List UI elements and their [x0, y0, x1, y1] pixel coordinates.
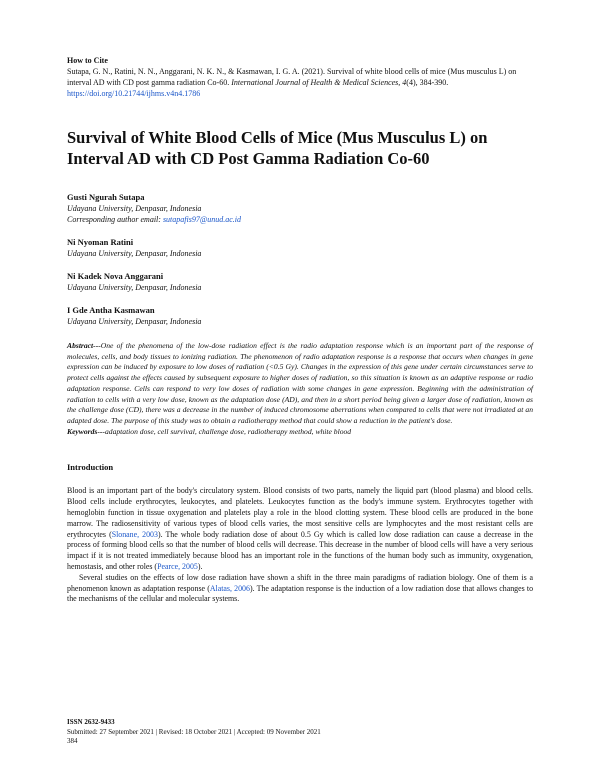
author-affiliation: Udayana University, Denpasar, Indonesia [67, 317, 202, 326]
citation-text-part: , [398, 78, 403, 87]
citation-text [67, 66, 533, 99]
abstract-text: One of the phenomena of the low-dose radiation effect is the radio adaptation response which is an important part of the response of molecules, cells, and body tissues to ionizing radiation. The phenomenon of radio adaptation response is a response that occurs when changes in gene expression can be induced by exposure to low doses of radiation (<0.5 Gy). Changes in the expression of this gene under certain circumstances serve to protect cells against the effects caused by subsequent exposure to higher doses of radiation, so this situation is known as an adaptive response or radio adaptation response. Cells can respond to very low doses of radiation with some changes in gene expression. Beginning with the administration of radiation to cells with a very low dose, known as the adaptation dose (AD), and then in a short period being given a larger dose of radiation, known as the challenge dose (CD), there was a decrease in the number of induced chromosome aberrations when compared to cells that were not irradiated at an adapted dose. The purpose of this study was to obtain a radiotherapy method that could show a reduction in the patient's dose. [67, 341, 533, 425]
paragraph [67, 573, 533, 605]
citation-journal: International Journal of Health & Medical Sciences [231, 78, 399, 87]
keywords-text: adaptation dose, cell survival, challenge dose, radiotherapy method, white blood [104, 426, 352, 436]
author-affiliation: Udayana University, Denpasar, Indonesia [67, 249, 202, 258]
reference-link[interactable]: Pearce, 2005 [157, 561, 198, 571]
paragraph-text: ). [197, 561, 203, 571]
author-name: I Gde Antha Kasmawan [67, 305, 155, 315]
keywords [67, 427, 533, 438]
paragraph-text: Several studies on the effects of low dose radiation have shown a shift in the three main paradigms of radiation biology. One of them is a phenomenon known as adaptation response ( [67, 572, 533, 593]
paragraph-text: Blood is an important part of the body's circulatory system. Blood consists of two parts, namely the liquid part (blood plasma) and blood cells. Blood cells include erythrocytes, leukocytes, and platelets. Leukocytes function as the body's immune system. Erythrocytes together with hemoglobin function in tissue oxygenation and platelets play a role in the blood clotting system. These blood cells are produced in the bone marrow. The radiosensitivity of various types of blood cells varies, the most sensitive cells are lymphocytes and the most resistant cells are erythrocytes ( [67, 486, 533, 539]
paragraph-text: ). The adaptation response is the induction of a low radiation dose that allows changes to the mechanisms of the cellular and molecular systems. [67, 583, 534, 604]
citation-text-part: Sutapa, G. N., Ratini, N. N., Anggarani, N. K. N., & Kasmawan, I. G. A. (2021). Survival of white blood cells of mice (Mus musculus L) on interval AD with CD post gamma radiation Co-60. [67, 67, 517, 87]
citation-volume: 4 [402, 78, 407, 87]
doi-link[interactable]: https://doi.org/10.21744/ijhms.v4n4.1786 [67, 89, 201, 98]
corresponding-label: Corresponding author email: [67, 215, 163, 224]
issn: ISSN 2632-9433 [67, 718, 115, 726]
paragraph-text: ). The whole body radiation dose of about 0.5 Gy which is called low dose radiation can cause a decrease in the process of forming blood cells so that the number of blood cells will decrease. This decrease in the number of blood cells will have a very serious impact if it is not treated immediately because blood has an important role in the functions of the human body such as immunity, oxygenation, hemostasis, and other roles ( [67, 529, 533, 571]
author-item [67, 305, 533, 327]
author-email-link[interactable]: sutapafis97@unud.ac.id [162, 215, 241, 224]
submission-dates: Submitted: 27 September 2021 | Revised: 18 October 2021 | Accepted: 09 November 2021 [67, 727, 321, 736]
paper-page [67, 56, 533, 605]
keywords-label: Keywords--- [67, 426, 105, 436]
citation-block [67, 56, 533, 99]
author-affiliation: Udayana University, Denpasar, Indonesia [67, 204, 202, 213]
corresponding-email-line [67, 214, 533, 225]
author-item [67, 192, 533, 225]
author-item [67, 237, 533, 259]
author-name: Gusti Ngurah Sutapa [67, 192, 145, 202]
reference-link[interactable]: Slonane, 2003 [111, 529, 158, 539]
introduction-heading: Introduction [67, 462, 114, 473]
abstract [67, 341, 533, 427]
reference-link[interactable]: Alatas, 2006 [209, 583, 250, 593]
paper-title: Survival of White Blood Cells of Mice (Mus Musculus L) on Interval AD with CD Post Gamma Radiation Co-60 [67, 128, 488, 168]
introduction-body [67, 486, 533, 605]
paragraph [67, 486, 533, 572]
citation-text-part: (4), 384-390. [406, 78, 449, 87]
page-footer [67, 718, 533, 747]
author-item [67, 271, 533, 293]
abstract-label: Abstract--- [67, 341, 101, 350]
author-list [67, 192, 533, 327]
citation-heading: How to Cite [67, 56, 108, 65]
page-number: 384 [67, 737, 78, 745]
author-name: Ni Kadek Nova Anggarani [67, 271, 164, 281]
author-affiliation: Udayana University, Denpasar, Indonesia [67, 283, 202, 292]
author-name: Ni Nyoman Ratini [67, 237, 134, 247]
